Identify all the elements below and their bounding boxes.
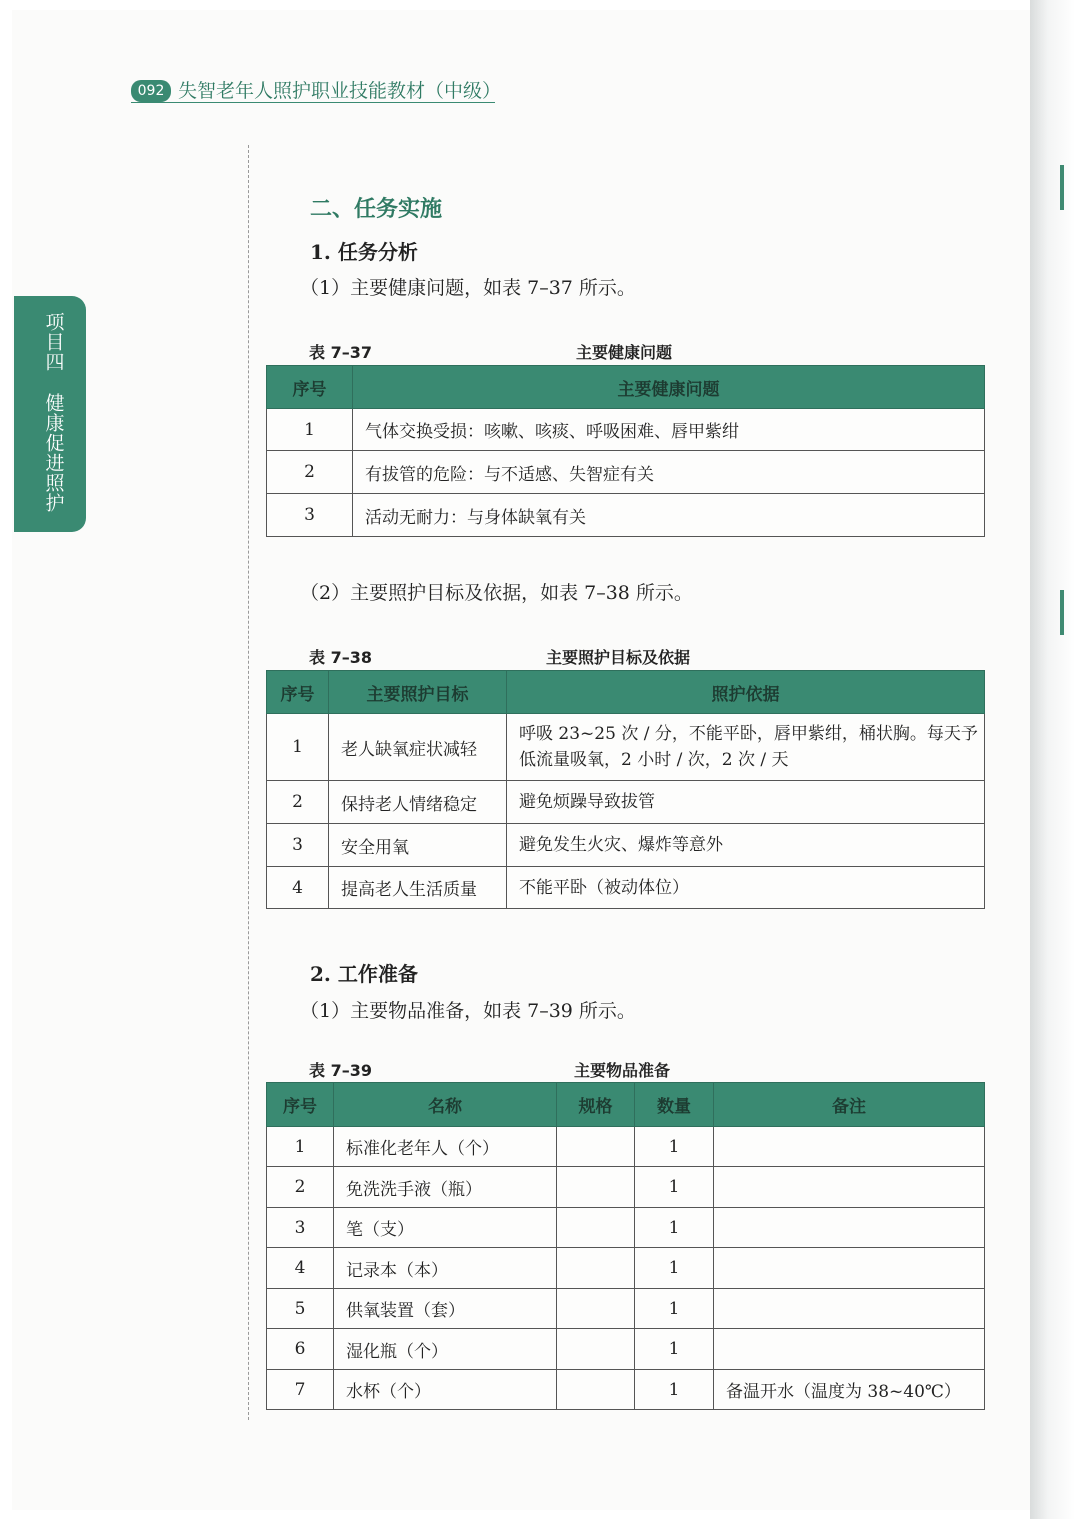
table-cell: 1 [635, 1329, 714, 1370]
table-cell: 气体交换受损：咳嗽、咳痰、呼吸困难、唇甲紫绀 [353, 409, 985, 451]
side-chapter-tab [14, 296, 86, 532]
task-analysis-heading: 1. 任务分析 [310, 240, 418, 264]
table-cell: 1 [635, 1289, 714, 1329]
book-title: 失智老年人照护职业技能教材（中级） [178, 80, 502, 102]
table-cell [557, 1329, 635, 1370]
spine-tab-mark [1060, 590, 1064, 635]
table-cell: 标准化老年人（个） [334, 1127, 557, 1167]
table-38-header-cell: 照护依据 [507, 671, 985, 714]
table-38 [266, 670, 985, 909]
table-cell: 2 [267, 781, 329, 824]
table-cell: 避免烦躁导致拔管 [507, 781, 985, 824]
table-cell: 备温开水（温度为 38~40℃） [714, 1370, 985, 1410]
table-cell: 提高老人生活质量 [329, 867, 507, 909]
table-row [267, 781, 985, 824]
table-37 [266, 365, 985, 537]
table-38-number: 表 7–38 [309, 648, 372, 667]
table-cell: 保持老人情绪稳定 [329, 781, 507, 824]
side-tab-project: 项目四 [42, 312, 65, 372]
table-cell [714, 1248, 985, 1289]
table-39 [266, 1082, 985, 1410]
table-cell: 老人缺氧症状减轻 [329, 714, 507, 781]
table-row [267, 1289, 985, 1329]
table-cell: 3 [267, 824, 329, 867]
spine-tab-mark [1060, 165, 1064, 210]
table-cell: 1 [635, 1248, 714, 1289]
table-cell: 1 [635, 1208, 714, 1248]
table-39-header-cell: 备注 [714, 1083, 985, 1127]
header-rule [131, 102, 495, 103]
table-39-header-cell: 名称 [334, 1083, 557, 1127]
table-39-header-cell: 序号 [267, 1083, 334, 1127]
table-cell [557, 1167, 635, 1208]
table-cell: 7 [267, 1370, 334, 1410]
table-38-title: 主要照护目标及依据 [546, 648, 691, 667]
table-cell [557, 1248, 635, 1289]
table-row [267, 867, 985, 909]
side-tab-topic: 健康促进照护 [42, 393, 65, 514]
table-cell: 供氧装置（套） [334, 1289, 557, 1329]
work-prep-para1: （1）主要物品准备，如表 7–39 所示。 [300, 1000, 636, 1022]
table-cell [714, 1329, 985, 1370]
table-cell: 避免发生火灾、爆炸等意外 [507, 824, 985, 867]
book-spine [1030, 0, 1075, 1519]
table-row [267, 714, 985, 781]
task-analysis-para2: （2）主要照护目标及依据，如表 7–38 所示。 [300, 582, 693, 604]
task-analysis-para1: （1）主要健康问题，如表 7–37 所示。 [300, 277, 636, 299]
table-cell [557, 1127, 635, 1167]
table-cell [557, 1289, 635, 1329]
table-cell: 记录本（本） [334, 1248, 557, 1289]
table-cell: 不能平卧（被动体位） [507, 867, 985, 909]
table-cell: 4 [267, 1248, 334, 1289]
table-row [267, 824, 985, 867]
table-37-header-cell: 序号 [267, 366, 353, 409]
table-cell [714, 1127, 985, 1167]
table-38-header-cell: 主要照护目标 [329, 671, 507, 714]
table-39-title: 主要物品准备 [574, 1061, 671, 1080]
table-cell: 3 [267, 494, 353, 537]
table-cell [714, 1167, 985, 1208]
table-37-number: 表 7–37 [309, 343, 372, 362]
table-38-header-cell: 序号 [267, 671, 329, 714]
table-cell [557, 1370, 635, 1410]
table-cell: 呼吸 23~25 次 / 分，不能平卧，唇甲紫绀，桶状胸。每天予低流量吸氧，2 小时 / 次，2 次 / 天 [507, 714, 985, 781]
table-cell [714, 1208, 985, 1248]
table-cell [714, 1289, 985, 1329]
table-cell: 1 [635, 1370, 714, 1410]
table-cell: 5 [267, 1289, 334, 1329]
table-cell: 安全用氧 [329, 824, 507, 867]
table-39-header-cell: 规格 [557, 1083, 635, 1127]
table-row [267, 1329, 985, 1370]
table-cell: 1 [267, 409, 353, 451]
table-39-header-cell: 数量 [635, 1083, 714, 1127]
table-cell: 免洗洗手液（瓶） [334, 1167, 557, 1208]
table-cell: 笔（支） [334, 1208, 557, 1248]
table-cell: 1 [267, 714, 329, 781]
table-row [267, 1248, 985, 1289]
table-cell: 6 [267, 1329, 334, 1370]
section-heading: 二、任务实施 [310, 197, 443, 222]
table-cell: 1 [635, 1127, 714, 1167]
table-row [267, 409, 985, 451]
table-37-title: 主要健康问题 [576, 343, 673, 362]
table-row [267, 1127, 985, 1167]
table-row [267, 1208, 985, 1248]
table-row [267, 1167, 985, 1208]
table-cell: 水杯（个） [334, 1370, 557, 1410]
table-cell: 2 [267, 1167, 334, 1208]
table-row [267, 494, 985, 537]
table-cell [557, 1208, 635, 1248]
table-cell: 有拔管的危险：与不适感、失智症有关 [353, 451, 985, 494]
table-cell: 3 [267, 1208, 334, 1248]
table-39-number: 表 7–39 [309, 1061, 372, 1080]
page-number: 092 [131, 80, 171, 102]
margin-dashed-line [248, 145, 249, 1420]
table-cell: 湿化瓶（个） [334, 1329, 557, 1370]
table-cell: 2 [267, 451, 353, 494]
work-prep-heading: 2. 工作准备 [310, 962, 418, 986]
table-cell: 4 [267, 867, 329, 909]
table-cell: 1 [635, 1167, 714, 1208]
table-cell: 1 [267, 1127, 334, 1167]
table-row [267, 451, 985, 494]
table-cell: 活动无耐力：与身体缺氧有关 [353, 494, 985, 537]
table-37-header-cell: 主要健康问题 [353, 366, 985, 409]
table-row [267, 1370, 985, 1410]
